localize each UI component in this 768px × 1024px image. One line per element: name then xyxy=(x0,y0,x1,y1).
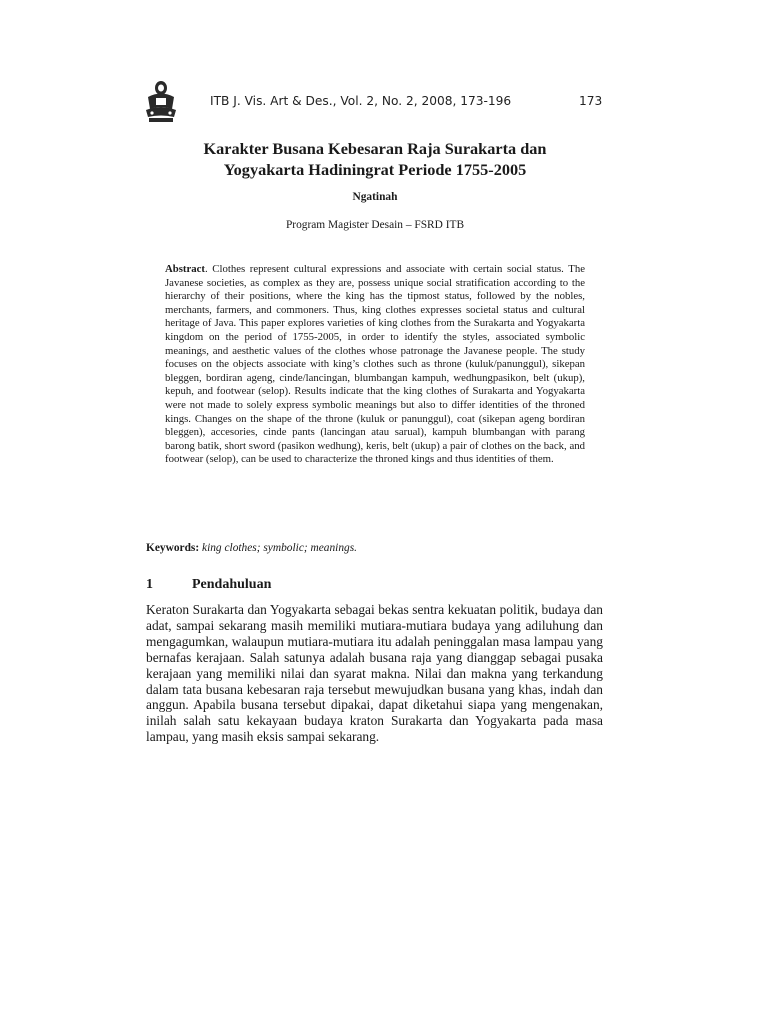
keywords-label: Keywords: xyxy=(146,542,200,554)
author-affiliation: Program Magister Desain – FSRD ITB xyxy=(285,219,465,231)
section-title: Pendahuluan xyxy=(192,577,272,592)
section-paragraph: Keraton Surakarta dan Yogyakarta sebagai bekas sentra kekuatan politik, budaya dan adat, sampai sekarang masih memiliki mutiara-mutiara budaya yang adiluhung dan mengagumkan, walaupun mutiara-mutiara itu adalah peninggalan masa lampau yang bernafas kerajaan. Salah satunya adalah busana raja yang dianggap sebagai pusaka kerajaan yang memiliki nilai dan syarat makna. Nilai dan makna yang terkandung dalam tata busana kebesaran raja tersebut mewujudkan busana yang khas, indah dan anggun. Apabila busana tersebut dipakai, dapat diketahui siapa yang mengenakan, inilah salah satu kekayaan budaya kraton Surakarta dan Yogyakarta pada masa lampau, yang masih eksis sampai sekarang. xyxy=(146,602,603,745)
keywords-terms: king clothes; symbolic; meanings. xyxy=(202,542,358,554)
title-line-2: Yogyakarta Hadiningrat Periode 1755-2005 xyxy=(223,160,527,179)
title-line-1: Karakter Busana Kebesaran Raja Surakarta dan xyxy=(203,139,547,158)
section-heading xyxy=(146,577,271,593)
itb-ganesha-logo-icon xyxy=(143,79,179,123)
journal-citation: ITB J. Vis. Art & Des., Vol. 2, No. 2, 2008, 173-196 xyxy=(210,94,512,108)
section-number: 1 xyxy=(146,577,153,592)
abstract-label: Abstract xyxy=(165,263,206,275)
article-title xyxy=(140,138,610,180)
page-number: 173 xyxy=(579,94,603,108)
abstract xyxy=(165,263,585,467)
author-name: Ngatinah xyxy=(352,191,398,203)
keywords xyxy=(146,542,357,554)
abstract-text: . Clothes represent cultural expressions and associate with certain social status. The Javanese societies, as complex as they are, possess unique social stratification according to the hierarchy of their positions, where the king has the tipmost status, followed by the nobles, merchants, farmers, and commoners. Thus, king clothes expresses societal status and cultural heritage of Java. This paper explores varieties of king clothes from the Surakarta and Yogyakarta kingdom on the period of 1755-2005, in order to identify the styles, associated symbolic meanings, and aesthetic values of the clothes whose patronage the Javanese people. The study focuses on the objects associate with king’s clothes such as throne (kuluk/panunggul), sikepan bleggen, bordiran ageng, cinde/lancingan, blumbangan kampuh, wedhungpasikon, belt (ukup), kepuh, and footwear (selop). Results indicate that the king clothes of Surakarta and Yogyakarta were not made to solely express symbolic meanings but also to differ identities of the throned kings. Changes on the shape of the throne (kuluk or panunggul), coat (sikepan ageng bordiran bleggen), accesories, cinde pants (lancingan atau sarual), kampuh blumbangan with parang barong batik, short sword (pasikon wedhung), keris, belt (ukup) a pair of clothes on the back, and footwear (selop), can be used to characterize the throned kings and thus identities of them. xyxy=(165,263,585,466)
